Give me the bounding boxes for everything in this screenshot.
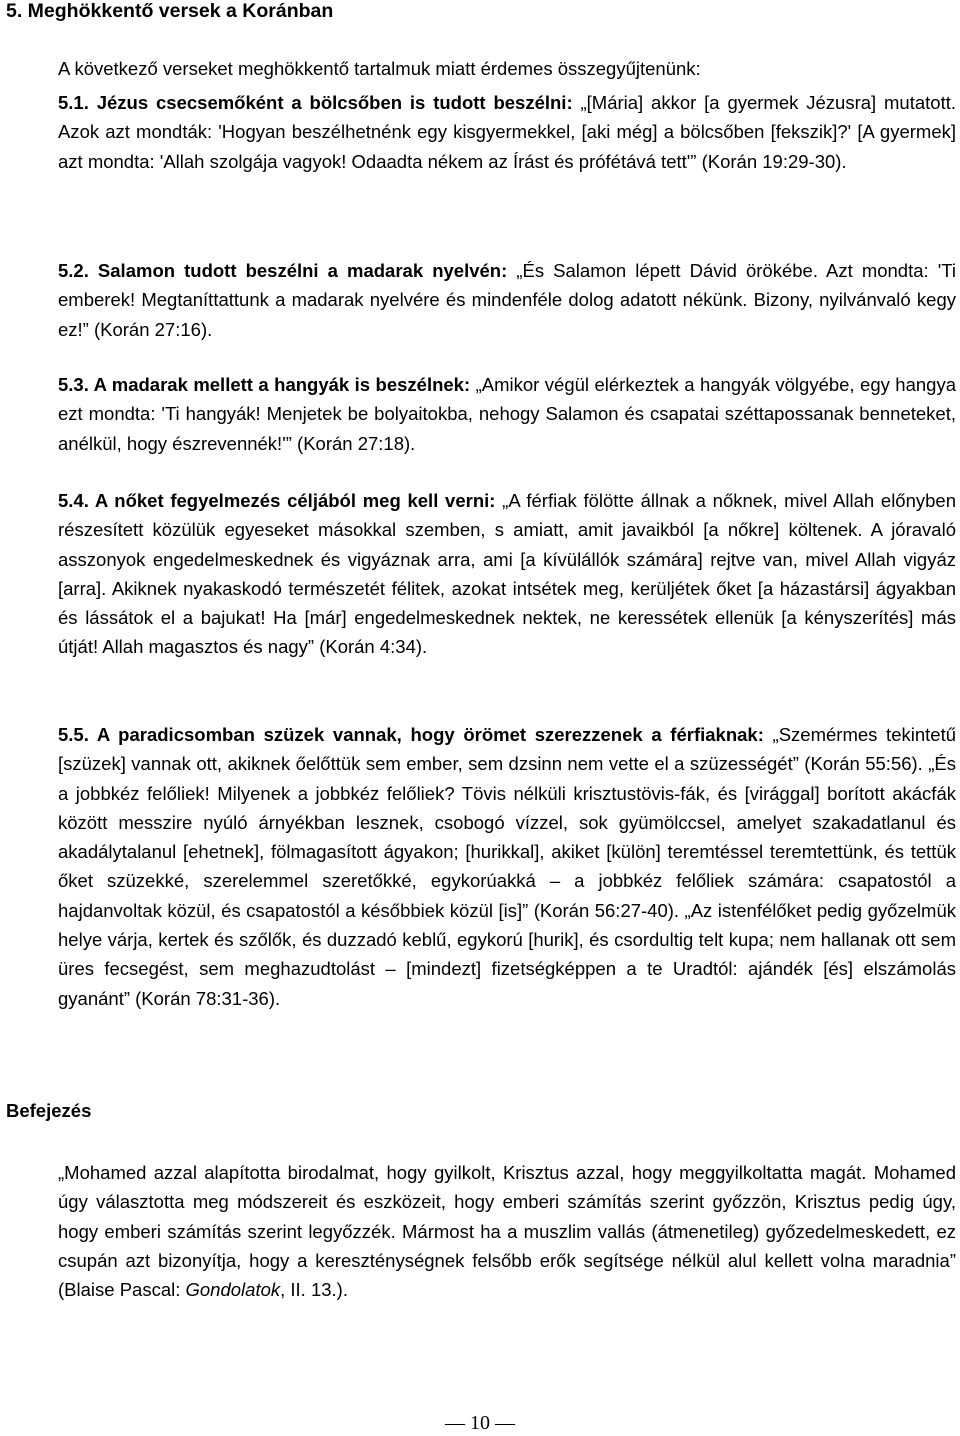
intro-text: A következő verseket meghökkentő tartalmuk miatt érdemes összegyűjtenünk: — [58, 58, 701, 79]
page-number: — 10 — — [445, 1412, 515, 1434]
verse-item-title: 5.3. A madarak mellett a hangyák is beszélnek: — [58, 374, 471, 395]
verse-item-title: 5.1. Jézus csecsemőként a bölcsőben is tudott beszélni: — [58, 92, 573, 113]
verse-item-text: „És Salamon lépett Dávid örökébe. Azt mondta: 'Ti emberek! Megtaníttattunk a madarak nyelvére és mindenféle dolog adatott nékünk. Bizony, nyilvánvaló kegy ez!” (Korán 27:16). — [58, 260, 957, 340]
verse-item-2 — [58, 256, 956, 344]
verse-item-4 — [58, 486, 956, 662]
verse-item-text: „Amikor végül elérkeztek a hangyák völgyébe, egy hangya ezt mondta: 'Ti hangyák! Menjetek be bolyaitokba, nehogy Salamon és csapatai széttapossanak benneteket, anélkül, hogy észrevennék!'” (Korán 27:18). — [58, 374, 957, 454]
verse-item-text: „A férfiak fölötte állnak a nőknek, mivel Allah előnyben részesített közülük egyeseket másokkal szemben, s amiatt, amit javaikból [a nőkre] költenek. A jóravaló asszonyok engedelmeskednek és vigyáznak arra, ami [a kívülállók számára] rejtve van, mivel Allah vigyáz [arra]. Akiknek nyakaskodó természetét félitek, azokat intsétek meg, kerüljétek őket [a házastársi] ágyakban és lássátok el a bajukat! Ha [már] engedelmeskednek nektek, ne keressétek ellenük [a kényszerítés] más útját! Allah magasztos és nagy” (Korán 4:34). — [58, 490, 957, 658]
verse-item-text: „Szemérmes tekintetű [szüzek] vannak ott, akiknek őelőttük sem ember, sem dzsinn nem vette el a szüzességét” (Korán 55:56). „És a jobbkéz felőliek! Milyenek a jobbkéz felőliek? Tövis nélküli krisztustövis-fák, és [virággal] borított akácfák között messzire nyúló árnyékban lesznek, csobogó vízzel, sok gyümölccsel, amelyet szakadatlanul és akadálytalanul [ehetnek], fölmagasított ágyakon; [hurikkal], akiket [külön] teremtéssel teremtettünk, és tettük őket szüzekké, szerelemmel szeretőkké, egykorúakká – a jobbkéz felőliek számára: csapatostól a hajdanvoltak közül, és csapatostól a későbbiek közül [is]” (Korán 56:27-40). „Az istenfélőket pedig győzelmük helye várja, kertek és szőlők, és duzzadó keblű, egykorú [hurik], és csordultig telt kupa; nem hallanak ott sem üres fecsegést, sem meghazudtolást – [mindezt] fizetségképpen a te Uradtól: ajándék [és] elszámolás gyanánt” (Korán 78:31-36). — [58, 724, 956, 1009]
verse-item-title: 5.4. A nőket fegyelmezés céljából meg kell verni: — [58, 490, 496, 511]
verse-item-1 — [58, 88, 956, 176]
conclusion-heading: Befejezés — [6, 1100, 92, 1121]
conclusion-quote — [58, 1158, 956, 1304]
verse-item-5 — [58, 720, 956, 1013]
verse-item-title: 5.2. Salamon tudott beszélni a madarak nyelvén: — [58, 260, 508, 281]
verse-item-3 — [58, 370, 956, 458]
cited-work-title: Gondolatok — [185, 1279, 281, 1301]
conclusion-text: „Mohamed azzal alapította birodalmat, hogy gyilkolt, Krisztus azzal, hogy meggyilkoltatta magát. Mohamed úgy választotta meg módszereit és eszközeit, hogy emberi számítás szerint győzzön, Krisztus pedig úgy, hogy emberi számítás szerint legyőzzék. Mármost ha a muszlim vallás (átmenetileg) győzedelmeskedett, ez csupán azt bizonyítja, hogy a kereszténységnek felsőbb erők segítsége nélkül alul kellett volna maradnia” (Blaise Pascal: — [58, 1162, 956, 1301]
verse-item-text: „[Mária] akkor [a gyermek Jézusra] mutatott. Azok azt mondták: 'Hogyan beszélhetnénk egy kisgyermekkel, [aki még] a bölcsőben [fekszik]?' [A gyermek] azt mondta: 'Allah szolgája vagyok! Odaadta nékem az Írást és prófétává tett'” (Korán 19:29-30). — [58, 92, 956, 172]
section-heading: 5. Meghökkentő versek a Koránban — [6, 0, 334, 22]
citation-reference: , II. 13.). — [280, 1279, 348, 1301]
verse-item-title: 5.5. A paradicsomban szüzek vannak, hogy örömet szerezzenek a férfiaknak: — [58, 724, 764, 745]
